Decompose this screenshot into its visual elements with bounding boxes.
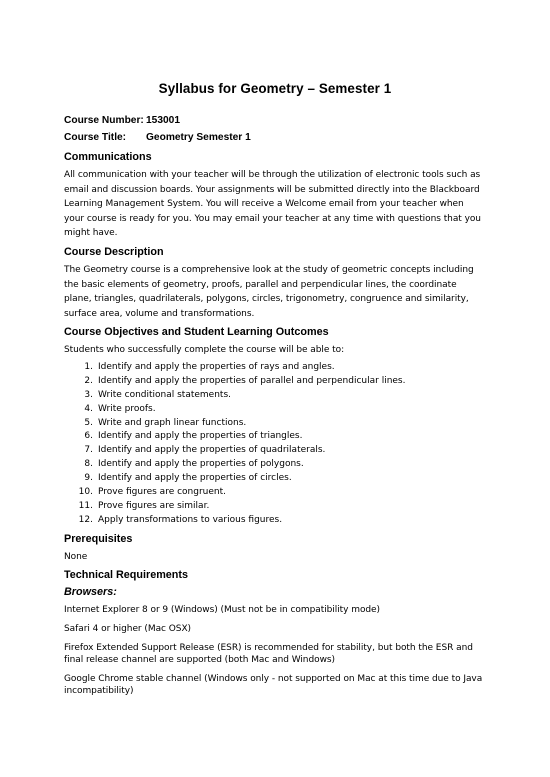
list-item [78, 500, 486, 514]
prerequisites-text: None [64, 551, 88, 562]
list-item-text: Identify and apply the properties of circles. [98, 473, 292, 484]
browsers-heading: Browsers: [64, 586, 117, 599]
list-item-number: 10. [78, 487, 93, 498]
list-item-number: 1. [84, 361, 93, 372]
browser-item: Internet Explorer 8 or 9 (Windows) (Must not be in compatibility mode) [64, 605, 381, 616]
course-number-row [64, 112, 486, 129]
browser-item: Google Chrome stable channel (Windows only - not supported on Mac at this time due to Java incompatibility) [64, 673, 483, 697]
course-description-text: The Geometry course is a comprehensive look at the study of geometric concepts including the basic elements of geometry, proofs, parallel and perpendicular lines, the coordinate plane, triangles, quadrilaterals, polygons, circles, trigonometry, congruence and similarity, surface area, volume and transformations. [64, 264, 474, 319]
list-item-text: Identify and apply the properties of polygons. [98, 459, 304, 470]
list-item-text: Write conditional statements. [98, 389, 231, 400]
course-number-label: Course Number: [64, 115, 144, 126]
prerequisites-heading: Prerequisites [64, 532, 133, 545]
list-item [78, 430, 486, 444]
list-item-text: Identify and apply the properties of parallel and perpendicular lines. [98, 375, 406, 386]
list-item-text: Prove figures are similar. [98, 501, 210, 511]
course-number-value: 153001 [146, 115, 180, 126]
list-item-text: Write and graph linear functions. [98, 417, 247, 428]
list-item-number: 3. [84, 389, 93, 400]
browser-item: Safari 4 or higher (Mac OSX) [64, 624, 192, 634]
list-item [78, 458, 486, 472]
list-item-number: 6. [84, 431, 93, 442]
list-item-number: 12. [78, 514, 93, 525]
list-item-number: 9. [84, 473, 93, 484]
list-item [78, 514, 486, 528]
list-item-number: 2. [84, 375, 93, 386]
list-item [78, 472, 486, 486]
browser-item: Firefox Extended Support Release (ESR) is recommended for stability, but both the ESR and final release channel are supported (both Mac and Windows) [64, 642, 473, 666]
list-item-text: Identify and apply the properties of rays and angles. [98, 361, 335, 372]
course-title-value: Geometry Semester 1 [146, 132, 251, 143]
course-info [64, 112, 486, 146]
list-item [78, 444, 486, 458]
list-item-text: Identify and apply the properties of triangles. [98, 431, 303, 442]
list-item-number: 11. [78, 501, 93, 511]
list-item-number: 5. [84, 417, 93, 428]
communications-text: All communication with your teacher will be through the utilization of electronic tools such as email and discussion boards. Your assignments will be submitted directly into the Blackboard Learning Management System. You will receive a Welcome email from your teacher when your course is ready for you. You may email your teacher at any time with questions that you might have. [64, 170, 481, 239]
course-description-heading: Course Description [64, 245, 164, 258]
communications-heading: Communications [64, 151, 152, 163]
list-item-text: Apply transformations to various figures. [98, 514, 283, 525]
list-item [78, 361, 486, 375]
list-item-text: Write proofs. [98, 403, 156, 414]
objectives-heading: Course Objectives and Student Learning Outcomes [64, 326, 329, 339]
objectives-list [64, 361, 486, 528]
list-item-number: 8. [84, 459, 93, 470]
list-item [78, 417, 486, 431]
list-item [78, 486, 486, 500]
objectives-intro: Students who successfully complete the course will be able to: [64, 345, 345, 356]
list-item [78, 389, 486, 403]
course-title-label: Course Title: [64, 132, 127, 143]
page-title: Syllabus for Geometry – Semester 1 [158, 81, 392, 96]
list-item-text: Prove figures are congruent. [98, 487, 226, 498]
list-item [78, 375, 486, 389]
list-item-number: 4. [84, 403, 93, 414]
course-title-row [64, 129, 486, 146]
list-item-number: 7. [84, 445, 93, 456]
list-item-text: Identify and apply the properties of quadrilaterals. [98, 445, 326, 456]
list-item [78, 403, 486, 417]
technical-requirements-heading: Technical Requirements [64, 569, 189, 582]
